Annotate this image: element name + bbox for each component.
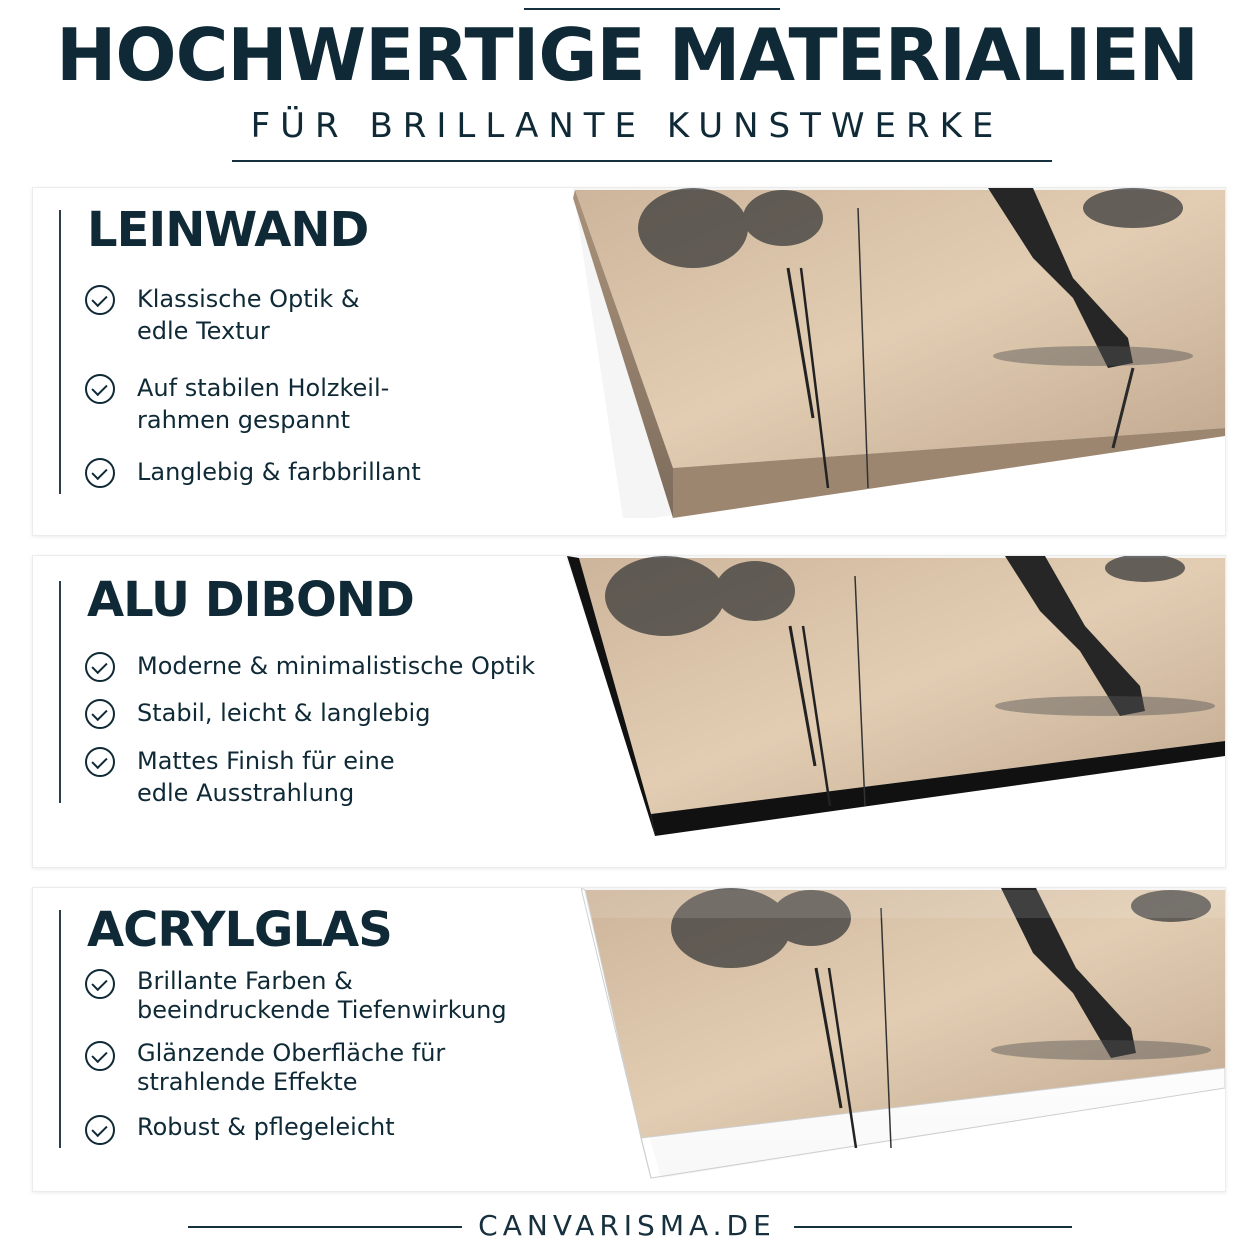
accent-line [59,910,61,1148]
feature-text: Robust & pflegeleicht [137,1113,395,1141]
feature-text: Glänzende Oberfläche für strahlende Effekte [137,1039,446,1096]
feature-text: Moderne & minimalistische Optik [137,652,536,680]
footer-rule-right [794,1226,1072,1228]
feature-text: Brillante Farben & beeindruckende Tiefenwirkung [137,967,507,1024]
acrylic-artwork-preview [581,888,1225,1191]
check-circle-icon [85,458,115,488]
page-title: HOCHWERTIGE MATERIALIEN [56,13,1198,97]
material-title: ACRYLGLAS [87,902,392,958]
material-card-alu-dibond [32,555,1226,868]
feature-text: Klassische Optik & edle Textur [137,285,360,345]
check-circle-icon [85,1041,115,1071]
check-circle-icon [85,969,115,999]
check-circle-icon [85,374,115,404]
feature-text: Auf stabilen Holzkeil- rahmen gespannt [137,374,390,434]
material-title: ALU DIBOND [87,572,414,628]
feature-text: Stabil, leicht & langlebig [137,699,431,727]
accent-line [59,581,61,803]
material-card-leinwand [32,187,1226,536]
footer-brand: CANVARISMA.DE [478,1209,776,1242]
check-circle-icon [85,699,115,729]
alu-artwork-preview [565,556,1225,867]
material-title: LEINWAND [87,202,369,258]
check-circle-icon [85,285,115,315]
header-divider [232,160,1052,162]
feature-text: Langlebig & farbbrillant [137,458,421,486]
check-circle-icon [85,652,115,682]
accent-line [59,210,61,494]
feature-text: Mattes Finish für eine edle Ausstrahlung [137,747,395,807]
check-circle-icon [85,1115,115,1145]
material-card-acrylglas [32,887,1226,1192]
check-circle-icon [85,747,115,777]
page-subtitle: FÜR BRILLANTE KUNSTWERKE [250,106,1004,146]
canvas-artwork-preview [573,188,1225,535]
